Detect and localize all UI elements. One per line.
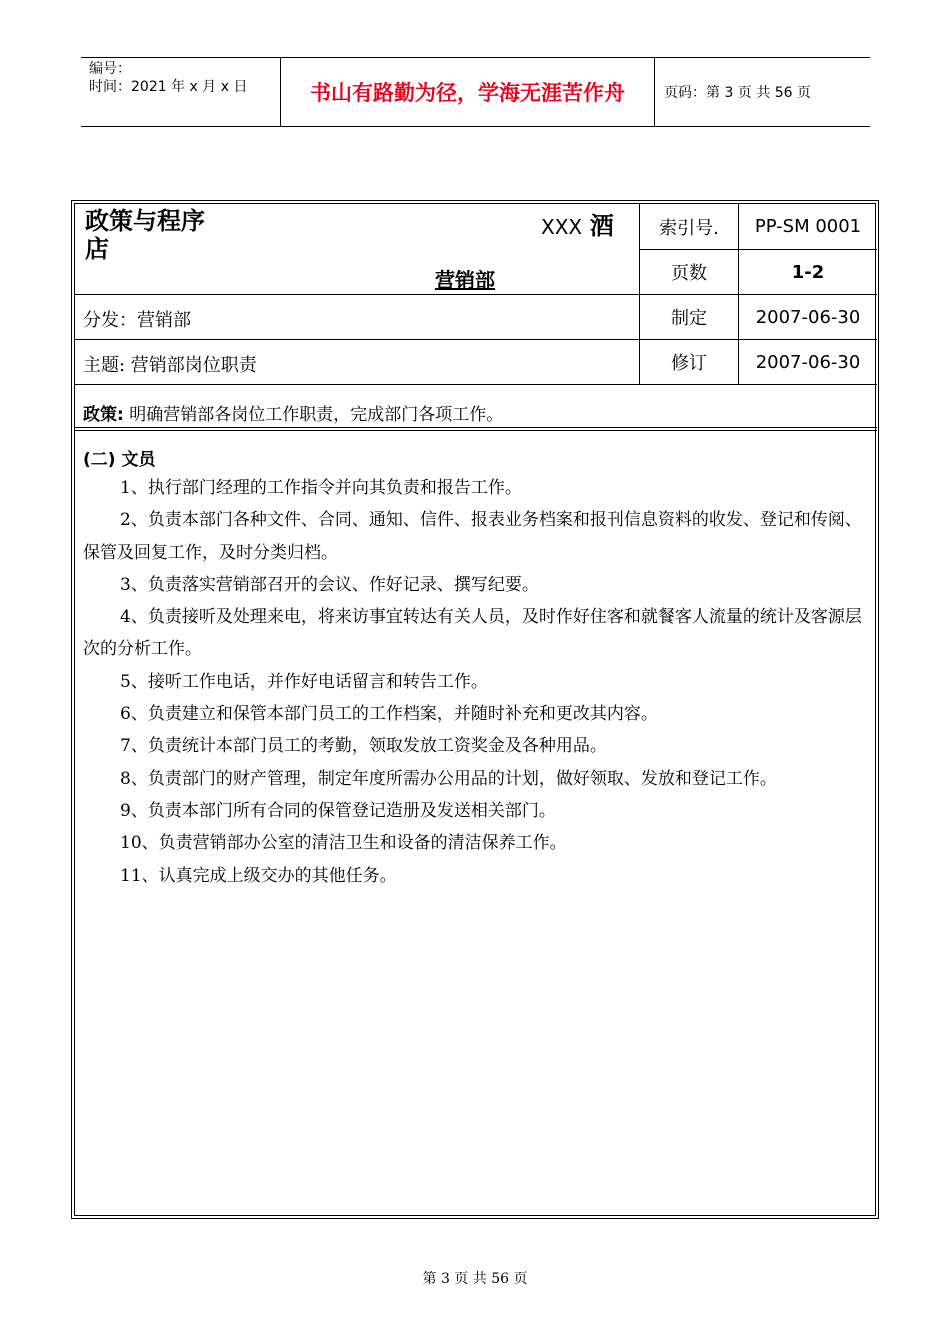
form-title: 政策与程序: [85, 207, 205, 235]
index-value: PP-SM 0001: [754, 216, 862, 237]
list-item: 10、负责营销部办公室的清洁卫生和设备的清洁保养工作。: [120, 833, 567, 854]
made-value: 2007-06-30: [755, 306, 861, 328]
policy-statement: [83, 400, 503, 425]
revised-label: 修订: [671, 353, 707, 374]
duty-list: [83, 472, 863, 892]
policy-label: 政策:: [83, 405, 124, 425]
revised-value: 2007-06-30: [755, 351, 861, 373]
list-item: 7、负责统计本部门员工的考勤，领取发放工资奖金及各种用品。: [120, 736, 607, 757]
number-label: 编号：: [89, 61, 131, 77]
list-item: 3、负责落实营销部召开的会议、作好记录、撰写纪要。: [120, 574, 539, 595]
list-item: 6、负责建立和保管本部门员工的工作档案，并随时补充和更改其内容。: [120, 704, 658, 725]
index-label: 索引号.: [659, 217, 719, 239]
time-label: 时间：2021 年 x 月 x 日: [89, 79, 248, 95]
hotel-name-tail: 店: [85, 235, 109, 263]
list-item: 4、负责接听及处理来电，将来访事宜转达有关人员，及时作好住客和就餐客人流量的统计及客源层次的分析工作。: [83, 607, 862, 660]
hotel-name: [541, 206, 614, 241]
pages-label: 页数: [671, 263, 707, 284]
policy-form-inner: [74, 203, 876, 1216]
list-item: 1、执行部门经理的工作指令并向其负责和报告工作。: [120, 478, 522, 498]
department-title: 营销部: [435, 268, 495, 292]
page-info: 页码：第 3 页 共 56 页: [664, 85, 811, 101]
list-item: 8、负责部门的财产管理，制定年度所需办公用品的计划，做好领取、发放和登记工作。: [120, 768, 777, 789]
hotel-name-jiu: 酒: [589, 212, 614, 240]
pages-value: 1-2: [791, 261, 825, 283]
subject-text: 主题: 营销部岗位职责: [83, 355, 257, 376]
page-footer: 第 3 页 共 56 页: [422, 1271, 528, 1287]
list-item: 11、认真完成上级交办的其他任务。: [120, 865, 397, 886]
made-label: 制定: [671, 308, 707, 329]
list-item: 2、负责本部门各种文件、合同、通知、信件、报表业务档案和报刊信息资料的收发、登记和传阅、保管及回复工作，及时分类归档。: [83, 510, 862, 563]
policy-text: 明确营销部各岗位工作职责，完成部门各项工作。: [123, 405, 504, 425]
section-title: (二) 文员: [83, 450, 156, 470]
list-item: 5、接听工作电话，并作好电话留言和转告工作。: [120, 671, 488, 692]
policy-form: [71, 200, 879, 1219]
distribute-text: 分发：营销部: [83, 310, 191, 331]
hotel-name-xxx: XXX: [541, 215, 583, 239]
header-meta: [81, 58, 281, 126]
document-header: [81, 57, 870, 127]
motto: 书山有路勤为径，学海无涯苦作舟: [281, 58, 655, 126]
list-item: 9、负责本部门所有合同的保管登记造册及发送相关部门。: [120, 800, 556, 821]
